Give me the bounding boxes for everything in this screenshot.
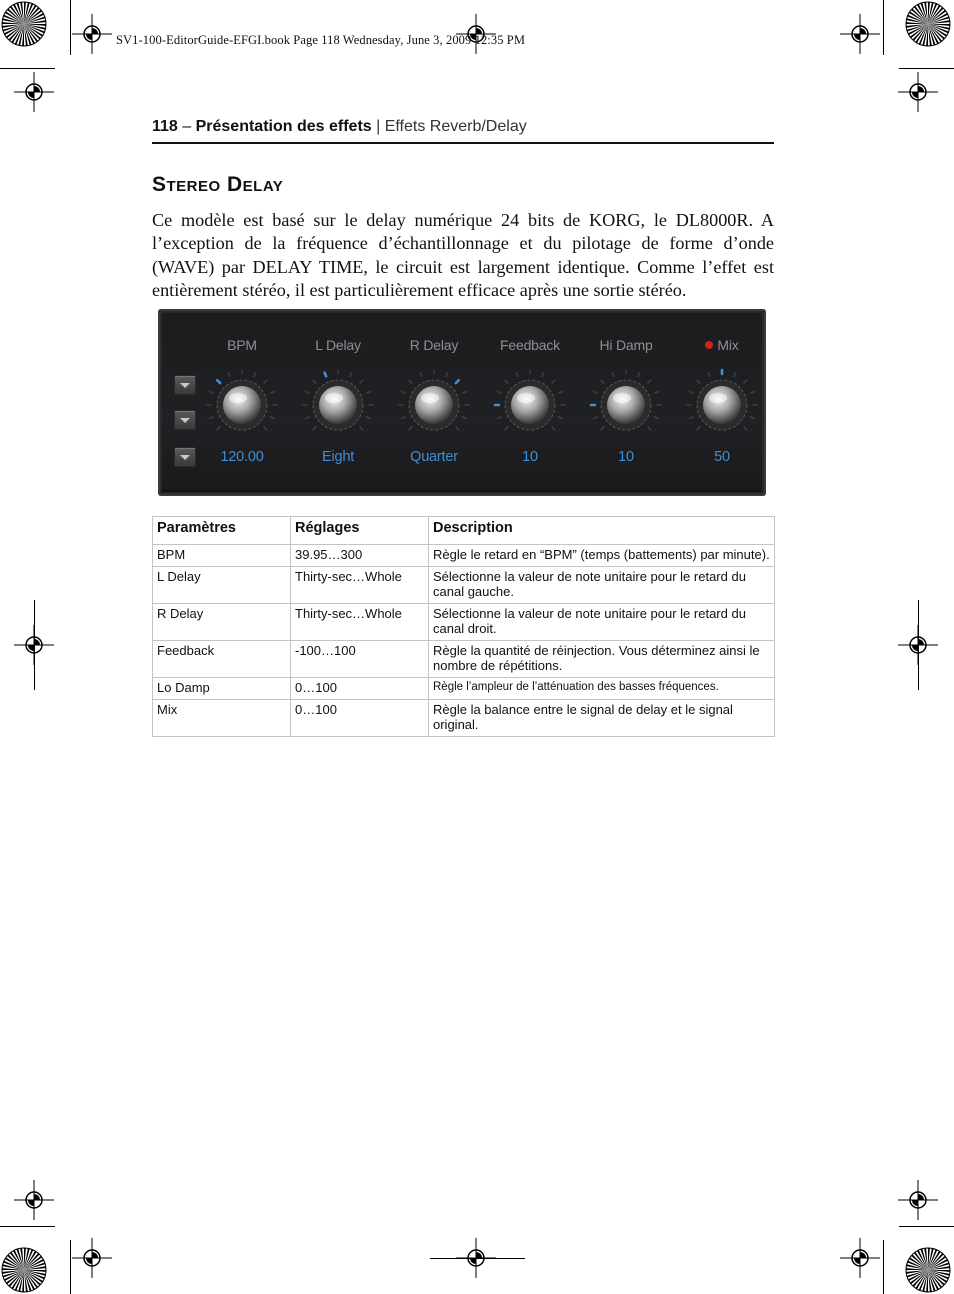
active-indicator-icon (705, 341, 713, 349)
table-row (153, 700, 775, 737)
param-name: L Delay (153, 567, 291, 604)
knob-control[interactable] (293, 313, 383, 492)
table-row (153, 678, 775, 700)
section-title: Stereo Delay (152, 173, 284, 196)
panel-body (162, 313, 762, 492)
knob-value: 10 (618, 449, 634, 465)
intro-paragraph: Ce modèle est basé sur le delay numérique 24 bits de KORG, le DL8000R. A l’exception de la fréquence d’échantillonnage et du pilotage de forme d’onde (WAVE) par DELAY TIME, le circuit est largement identique. Comme l’effet est entièrement stéréo, il est particulièrement efficace après une sortie stéréo. (152, 210, 774, 301)
param-range: 39.95…300 (291, 545, 429, 567)
print-header: SV1-100-EditorGuide-EFGI.book Page 118 Wednesday, June 3, 2009 12:35 PM (116, 33, 526, 47)
knob-label (485, 337, 575, 353)
param-name: Lo Damp (153, 678, 291, 700)
crop-mark (0, 1226, 55, 1227)
table-row (153, 604, 775, 641)
column-header: Description (429, 517, 775, 545)
knob-control[interactable] (485, 313, 575, 492)
chapter-title: Présentation des effets (195, 118, 372, 135)
param-name: Feedback (153, 641, 291, 678)
knob-label-text: Feedback (500, 337, 560, 353)
param-description: Sélectionne la valeur de note unitaire pour le retard du canal droit. (429, 604, 775, 641)
knob-label (389, 337, 479, 353)
crop-mark (34, 600, 35, 690)
registration-mark-icon (14, 72, 54, 112)
menu-dropdown-icon[interactable] (174, 447, 196, 467)
crop-mark (70, 1240, 71, 1294)
registration-mark-icon (898, 1180, 938, 1220)
knob-label-text: Mix (717, 337, 739, 353)
knob-label-text: L Delay (315, 337, 361, 353)
knob-value: Quarter (410, 449, 458, 465)
table-header-row (153, 517, 775, 545)
knob-icon[interactable] (586, 365, 666, 445)
registration-mark-icon (898, 72, 938, 112)
knob-control[interactable] (677, 313, 767, 492)
knob-control[interactable] (581, 313, 671, 492)
crop-mark (883, 0, 884, 55)
starburst-target-icon (905, 1247, 951, 1293)
knob-label-text: Hi Damp (599, 337, 653, 353)
knob-label (197, 337, 287, 353)
crop-mark (883, 1240, 884, 1294)
param-range: Thirty-sec…Whole (291, 604, 429, 641)
param-name: BPM (153, 545, 291, 567)
knob-control[interactable] (389, 313, 479, 492)
param-name: R Delay (153, 604, 291, 641)
registration-mark-icon (840, 1238, 880, 1278)
knob-label (293, 337, 383, 353)
table-row (153, 567, 775, 604)
parameter-table (152, 516, 775, 737)
param-description: Règle la quantité de réinjection. Vous déterminez ainsi le nombre de répétitions. (429, 641, 775, 678)
param-range: 0…100 (291, 700, 429, 737)
running-head (152, 118, 774, 136)
knob-value: 10 (522, 449, 538, 465)
param-range: Thirty-sec…Whole (291, 567, 429, 604)
knob-label (581, 337, 671, 353)
table-row (153, 545, 775, 567)
param-description: Règle l’ampleur de l’atténuation des basses fréquences. (429, 678, 775, 700)
menu-dropdown-icon[interactable] (174, 410, 196, 430)
knob-control[interactable] (197, 313, 287, 492)
param-description: Règle le retard en “BPM” (temps (battements) par minute). (429, 545, 775, 567)
knob-icon[interactable] (682, 365, 762, 445)
crop-mark (918, 600, 919, 690)
param-description: Règle la balance entre le signal de delay et le signal original. (429, 700, 775, 737)
crop-mark (899, 68, 954, 69)
running-head-separator: | (371, 118, 385, 135)
param-range: -100…100 (291, 641, 429, 678)
knob-label-text: BPM (227, 337, 257, 353)
registration-mark-icon (14, 1180, 54, 1220)
registration-mark-icon (72, 14, 112, 54)
crop-mark (0, 68, 55, 69)
section-name: Effets Reverb/Delay (384, 118, 527, 135)
crop-mark (70, 0, 71, 55)
crop-mark (430, 1258, 525, 1259)
knob-label (677, 337, 767, 353)
knob-value: Eight (321, 449, 355, 465)
page-number: 118 (152, 118, 178, 135)
running-head-dash: – (177, 118, 196, 135)
registration-mark-icon (840, 14, 880, 54)
stereo-delay-panel (158, 309, 766, 496)
starburst-target-icon (905, 1, 951, 47)
knob-value: 120.00 (220, 449, 264, 465)
menu-dropdown-icon[interactable] (174, 375, 196, 395)
column-header: Paramètres (153, 517, 291, 545)
knob-icon[interactable] (202, 365, 282, 445)
param-name: Mix (153, 700, 291, 737)
column-header: Réglages (291, 517, 429, 545)
knob-icon[interactable] (490, 365, 570, 445)
table-row (153, 641, 775, 678)
starburst-target-icon (1, 1, 47, 47)
header-rule (152, 142, 774, 144)
param-description: Sélectionne la valeur de note unitaire pour le retard du canal gauche. (429, 567, 775, 604)
crop-mark (899, 1226, 954, 1227)
starburst-target-icon (1, 1247, 47, 1293)
knob-icon[interactable] (394, 365, 474, 445)
knob-label-text: R Delay (409, 337, 459, 353)
knob-value: 50 (714, 449, 730, 465)
registration-mark-icon (72, 1238, 112, 1278)
knob-icon[interactable] (298, 365, 378, 445)
param-range: 0…100 (291, 678, 429, 700)
